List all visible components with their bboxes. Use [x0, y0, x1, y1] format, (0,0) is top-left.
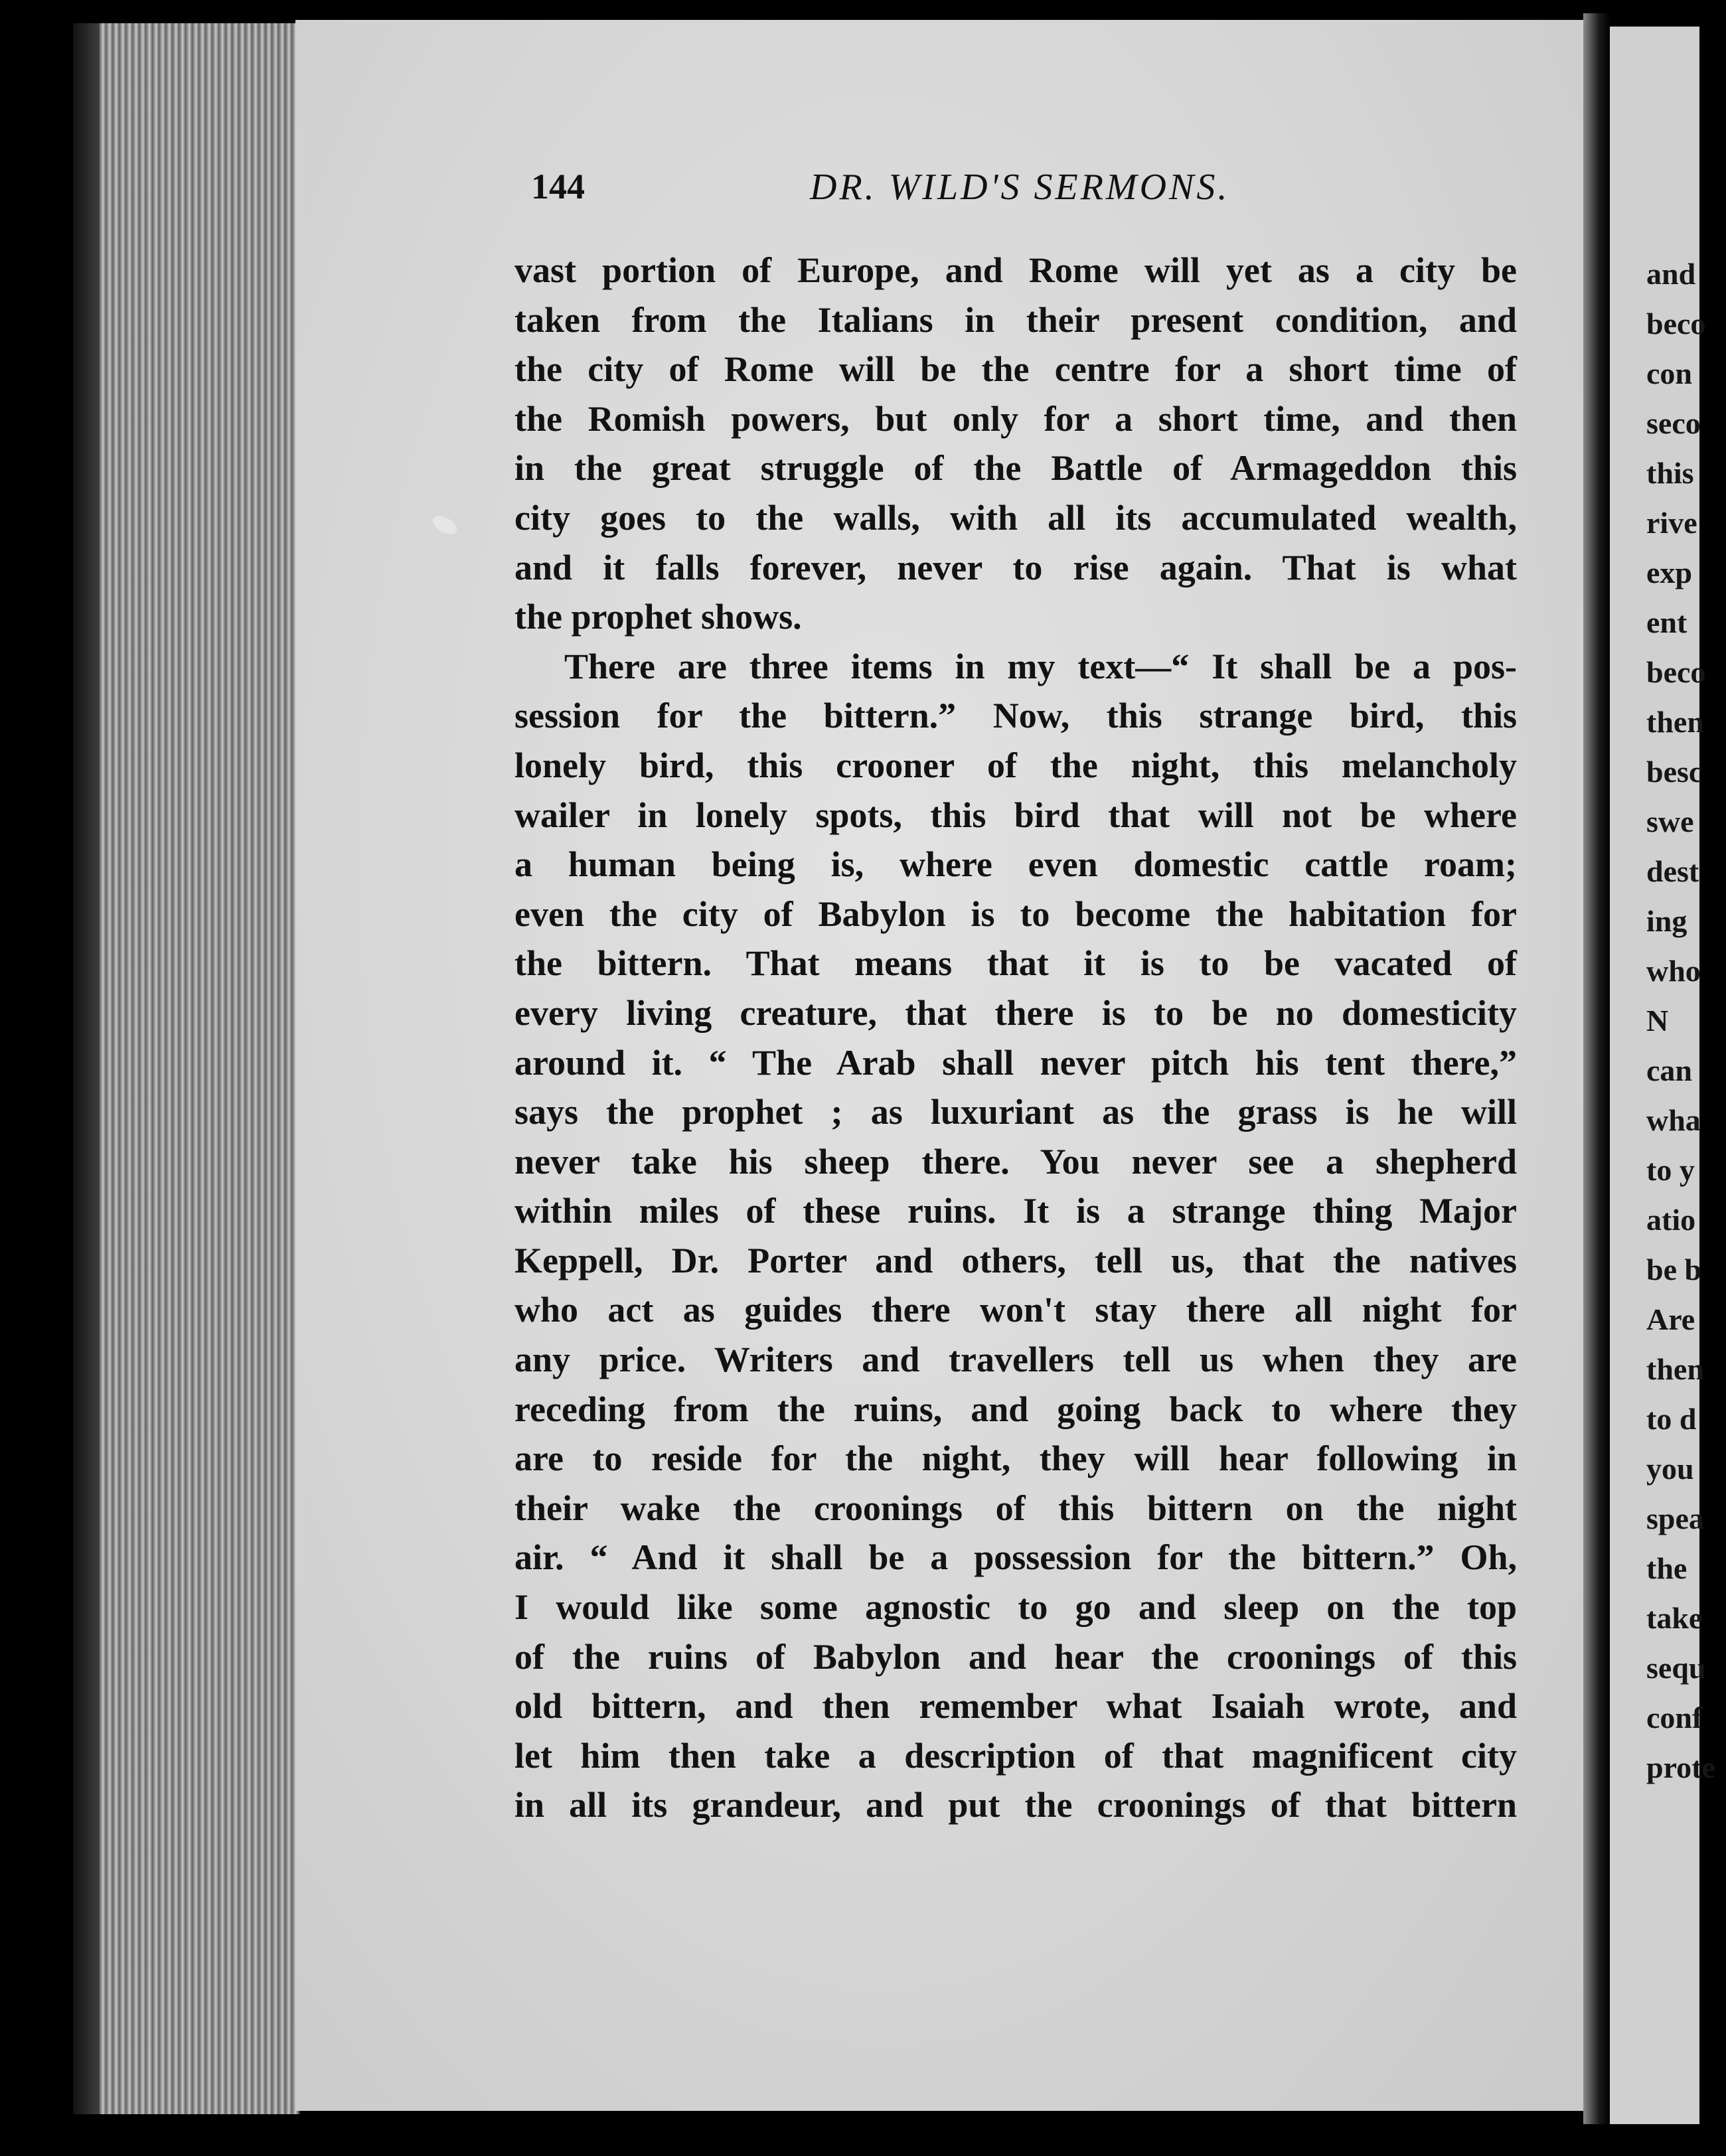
text-line: vast portion of Europe, and Rome will yet as a city be — [514, 250, 1517, 290]
facing-text-fragment: ent — [1646, 605, 1687, 639]
facing-text-fragment: take — [1646, 1601, 1703, 1635]
text-line: within miles of these ruins. It is a strange thing Major — [514, 1191, 1517, 1231]
running-head — [531, 166, 1500, 219]
facing-text-fragment: beco — [1646, 655, 1706, 689]
facing-text-fragment: dest — [1646, 854, 1699, 888]
text-line: There are three items in my text—“ It shall be a pos- — [564, 646, 1517, 686]
facing-text-fragment: swe — [1646, 805, 1694, 838]
facing-text-fragment: and — [1646, 257, 1696, 291]
text-line: the bittern. That means that it is to be vacated of — [514, 943, 1517, 984]
text-line: never take his sheep there. You never see a shepherd — [514, 1141, 1517, 1182]
facing-text-fragment: be b — [1646, 1253, 1702, 1286]
text-line: in the great struggle of the Battle of Armageddon this — [514, 448, 1517, 489]
facing-text-fragment: to y — [1646, 1153, 1695, 1187]
text-line: city goes to the walls, with all its accumulated wealth, — [514, 497, 1517, 538]
text-line: the prophet shows. — [514, 597, 802, 637]
facing-text-fragment: then — [1646, 1352, 1704, 1386]
facing-page-text — [1646, 249, 1726, 1792]
text-line: wailer in lonely spots, this bird that will not be where — [514, 795, 1517, 835]
text-line: the city of Rome will be the centre for a short time of — [514, 349, 1517, 390]
page-number: 144 — [531, 167, 585, 206]
text-line: who act as guides there won't stay there all night for — [514, 1290, 1517, 1330]
text-line: air. “ And it shall be a possession for the bittern.” Oh, — [514, 1537, 1517, 1578]
text-line: taken from the Italians in their present condition, and — [514, 299, 1517, 340]
facing-text-fragment: Are — [1646, 1302, 1695, 1336]
facing-text-fragment: this — [1646, 456, 1694, 490]
running-title: DR. WILD'S SERMONS. — [810, 167, 1230, 208]
text-line: every living creature, that there is to be no domesticity — [514, 992, 1517, 1033]
text-line: the Romish powers, but only for a short time, and then — [514, 398, 1517, 439]
text-line: their wake the croonings of this bittern on the night — [514, 1488, 1517, 1528]
text-line: I would like some agnostic to go and sleep on the top — [514, 1587, 1517, 1628]
book-edge-shadow — [73, 23, 103, 2114]
text-line: Keppell, Dr. Porter and others, tell us, that the natives — [514, 1240, 1517, 1280]
facing-text-fragment: con — [1646, 356, 1692, 390]
facing-text-fragment: exp — [1646, 556, 1692, 589]
facing-text-fragment: who — [1646, 954, 1701, 988]
facing-text-fragment: wha — [1646, 1103, 1701, 1137]
facing-text-fragment: sequ — [1646, 1651, 1706, 1685]
facing-text-fragment: can — [1646, 1053, 1692, 1087]
page-edges — [100, 23, 300, 2114]
text-line: old bittern, and then remember what Isaiah wrote, and — [514, 1686, 1517, 1727]
facing-text-fragment: you — [1646, 1452, 1694, 1486]
facing-text-fragment: then — [1646, 705, 1704, 739]
text-line: says the prophet ; as luxuriant as the grass is he will — [514, 1092, 1517, 1132]
facing-text-fragment: rive — [1646, 506, 1697, 540]
text-line: let him then take a description of that magnificent city — [514, 1735, 1517, 1776]
facing-text-fragment: beco — [1646, 307, 1706, 341]
text-line: a human being is, where even domestic cattle roam; — [514, 844, 1517, 885]
text-line: receding from the ruins, and going back to where they — [514, 1389, 1517, 1429]
facing-text-fragment: spea — [1646, 1502, 1704, 1535]
text-line: session for the bittern.” Now, this strange bird, this — [514, 696, 1517, 736]
text-line: in all its grandeur, and put the croonings of that bittern — [514, 1785, 1517, 1825]
text-line: lonely bird, this crooner of the night, this melancholy — [514, 745, 1517, 785]
facing-text-fragment: to d — [1646, 1402, 1697, 1436]
text-line: even the city of Babylon is to become the habitation for — [514, 893, 1517, 934]
text-line: of the ruins of Babylon and hear the croonings of this — [514, 1636, 1517, 1677]
facing-text-fragment: ing — [1646, 904, 1687, 938]
facing-text-fragment: seco — [1646, 406, 1701, 440]
book-gutter — [1583, 13, 1610, 2124]
body-text — [514, 246, 1517, 1830]
facing-text-fragment: prote — [1646, 1750, 1715, 1784]
text-line: any price. Writers and travellers tell us when they are — [514, 1340, 1517, 1380]
text-line: and it falls forever, never to rise again. That is what — [514, 547, 1517, 587]
facing-text-fragment: the — [1646, 1551, 1687, 1585]
facing-text-fragment: N — [1646, 1004, 1669, 1038]
text-line: around it. “ The Arab shall never pitch his tent there,” — [514, 1042, 1517, 1083]
text-line: are to reside for the night, they will hear following in — [514, 1438, 1517, 1479]
facing-text-fragment: conf — [1646, 1701, 1703, 1734]
facing-text-fragment: besc — [1646, 755, 1703, 789]
facing-text-fragment: atio — [1646, 1203, 1696, 1237]
